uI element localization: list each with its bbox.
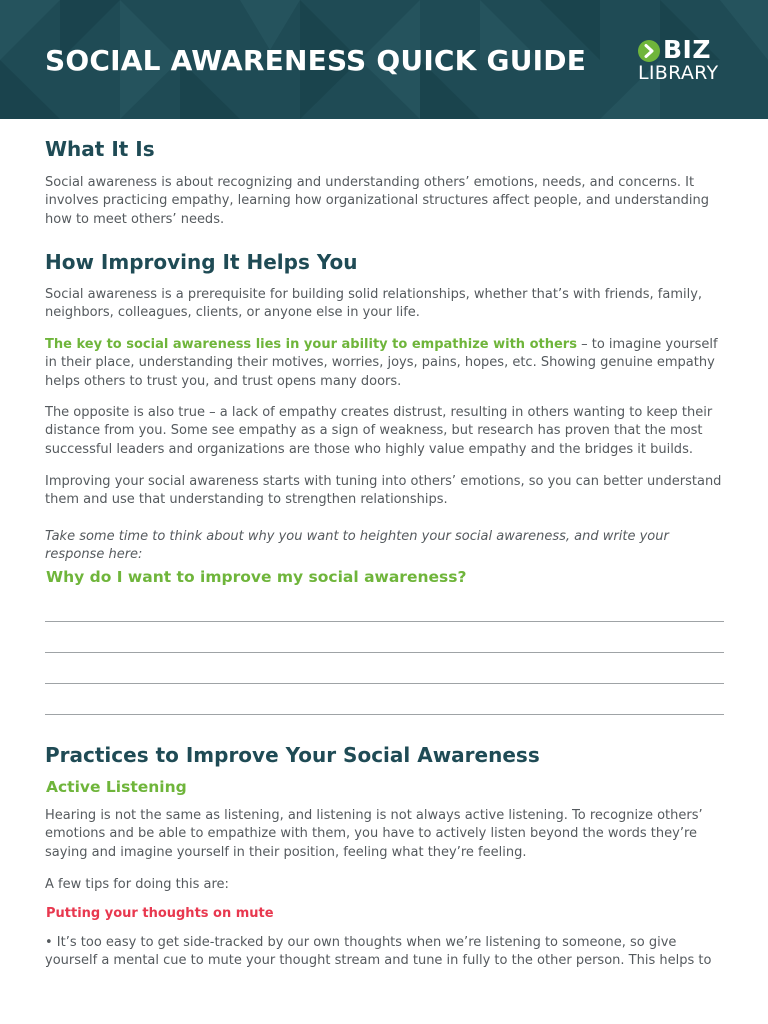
page-title: SOCIAL AWARENESS QUICK GUIDE [45,44,587,77]
active-listening-heading: Active Listening [46,778,187,796]
page-content [0,119,768,1024]
response-line-3[interactable] [45,683,724,684]
tip-bullet-1: • It’s too easy to get side-tracked by our own thoughts when we’re listening to someone, so give yourself a mental cue to mute your thought stream and tune in fully to the other person. This helps to [45,935,712,969]
how-helps-paragraph-3: The opposite is also true – a lack of empathy creates distrust, resulting in others wanting to keep their distance from you. Some see empathy as a sign of weakness, but research has proven that the most successful leaders and organizations are those who highly value empathy and the bridges it builds. [45,405,713,457]
response-line-2[interactable] [45,652,724,653]
active-listening-body: Hearing is not the same as listening, and listening is not always active listening. To recognize others’ emotions and be able to empathize with them, you have to actively listen beyond the words they’re saying and imagine yourself in their position, feeling what they’re feeling. [45,808,703,860]
play-arrow-icon [638,40,660,62]
what-it-is-body: Social awareness is about recognizing and understanding others’ emotions, needs, and concerns. It involves practicing empathy, learning how organizational structures affect people, and understanding how to meet others’ needs. [45,175,709,227]
response-line-1[interactable] [45,621,724,622]
practices-heading: Practices to Improve Your Social Awareness [45,743,540,767]
logo-wordmark-top: BIZ [663,35,711,64]
how-helps-heading: How Improving It Helps You [45,250,358,274]
logo-wordmark-bottom: LIBRARY [638,62,719,84]
how-helps-paragraph-2 [45,336,725,391]
empathy-highlight: The key to social awareness lies in your ability to empathize with others [45,337,577,352]
reflection-prompt: Take some time to think about why you want to heighten your social awareness, and write your response here: [45,529,669,563]
bizlibrary-logo [638,35,728,86]
how-helps-paragraph-4: Improving your social awareness starts with tuning into others’ emotions, so you can better understand them and use that understanding to strengthen relationships. [45,474,722,508]
how-helps-paragraph-1: Social awareness is a prerequisite for building solid relationships, whether that’s with friends, family, neighbors, colleagues, clients, or anyone else in your life. [45,287,703,321]
page-header [0,0,768,119]
response-line-4[interactable] [45,714,724,715]
tips-intro: A few tips for doing this are: [45,877,229,892]
what-it-is-heading: What It Is [45,137,155,161]
how-helps-paragraph-2-rest: – to imagine yourself in their place, understanding their motives, worries, joys, pains, hopes, etc. Showing genuine empathy helps others to trust you, and trust opens many doors. [45,337,718,389]
reflection-question: Why do I want to improve my social awareness? [46,568,467,586]
tip-heading-mute-thoughts: Putting your thoughts on mute [46,906,274,921]
